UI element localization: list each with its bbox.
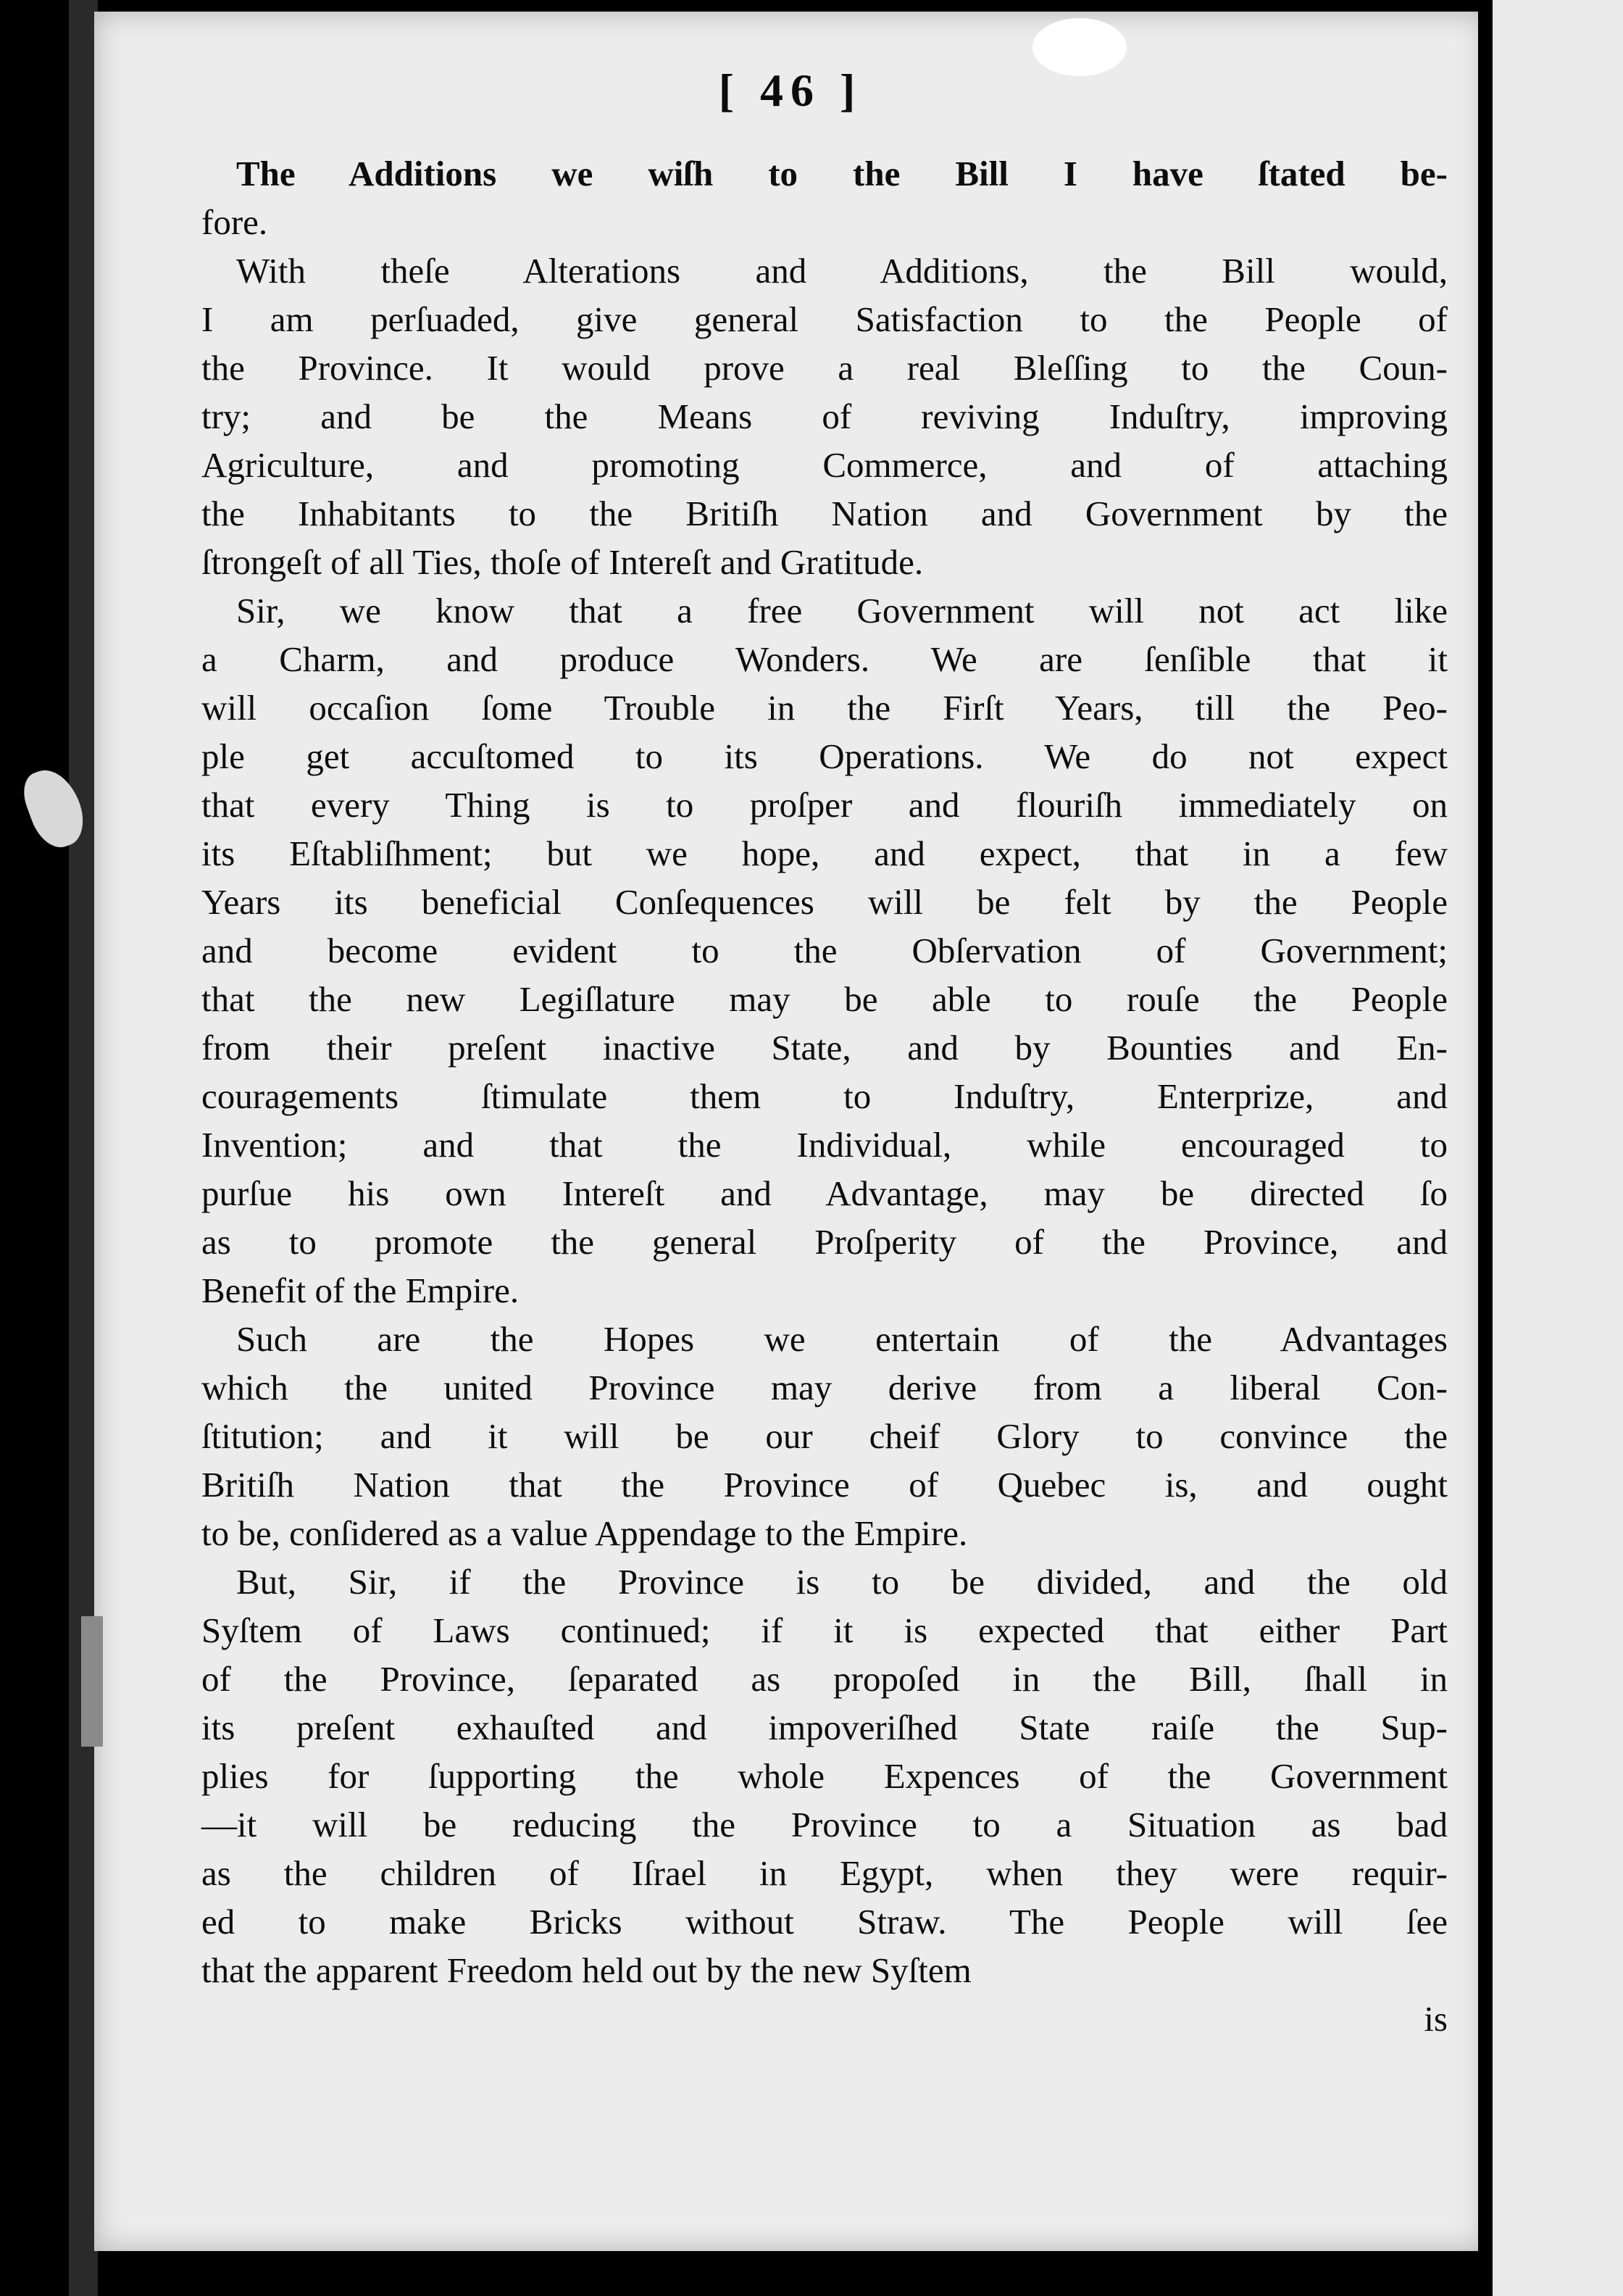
binding-tape bbox=[81, 1616, 103, 1747]
text-line: —it will be reducing the Province to a Situation as bad bbox=[201, 1805, 1448, 1844]
text-line: Invention; and that the Individual, while encouraged to bbox=[201, 1125, 1448, 1165]
paragraph bbox=[201, 586, 1448, 1315]
body-text bbox=[201, 149, 1448, 2043]
text-line: will occaſion ſome Trouble in the Firſt Years, till the Peo- bbox=[201, 688, 1448, 728]
text-line: ſtrongeſt of all Ties, thoſe of Intereſt and Gratitude. bbox=[201, 542, 924, 582]
paragraph bbox=[201, 149, 1448, 246]
paragraph bbox=[201, 246, 1448, 586]
text-line: its preſent exhauſted and impoveriſhed State raiſe the Sup- bbox=[201, 1708, 1448, 1747]
text-line: the Province. It would prove a real Bleſſing to the Coun- bbox=[201, 348, 1448, 388]
text-line: But, Sir, if the Province is to be divided, and the old bbox=[236, 1562, 1448, 1602]
paper-blot bbox=[1032, 18, 1127, 76]
text-line: its Eſtabliſhment; but we hope, and expect, that in a few bbox=[201, 833, 1448, 873]
text-line: ſtitution; and it will be our cheif Glory to convince the bbox=[201, 1416, 1448, 1456]
text-line: With theſe Alterations and Additions, the Bill would, bbox=[236, 251, 1448, 291]
text-line: Years its beneficial Conſequences will be felt by the People bbox=[201, 882, 1448, 922]
catchword: is bbox=[1424, 1999, 1448, 2039]
text-line: as to promote the general Proſperity of the Province, and bbox=[201, 1222, 1448, 1262]
text-line: as the children of Iſrael in Egypt, when they were requir- bbox=[201, 1853, 1448, 1893]
text-line: the Inhabitants to the Britiſh Nation and Government by the bbox=[201, 494, 1448, 533]
text-line: which the united Province may derive from a liberal Con- bbox=[201, 1368, 1448, 1407]
text-line: to be, conſidered as a value Appendage to the Empire. bbox=[201, 1513, 968, 1553]
text-line: The Additions we wiſh to the Bill I have ſtated be- bbox=[236, 154, 1448, 194]
text-line: and become evident to the Obſervation of Government; bbox=[201, 931, 1448, 970]
text-line: that every Thing is to proſper and flouriſh immediately on bbox=[201, 785, 1448, 825]
text-line: Benefit of the Empire. bbox=[201, 1270, 520, 1310]
paragraph bbox=[201, 1315, 1448, 1557]
text-line: couragements ſtimulate them to Induſtry, Enterprize, and bbox=[201, 1076, 1448, 1116]
book-page bbox=[94, 12, 1487, 2251]
text-line: Agriculture, and promoting Commerce, and of attaching bbox=[201, 445, 1448, 485]
text-line: try; and be the Means of reviving Induſtry, improving bbox=[201, 396, 1448, 436]
text-line: Britiſh Nation that the Province of Quebec is, and ought bbox=[201, 1465, 1448, 1505]
text-line: of the Province, ſeparated as propoſed in the Bill, ſhall in bbox=[201, 1659, 1448, 1699]
text-line: that the apparent Freedom held out by the new Syſtem bbox=[201, 1950, 972, 1990]
facing-page-edge bbox=[1493, 0, 1623, 2296]
text-line: Syſtem of Laws continued; if it is expected that either Part bbox=[201, 1610, 1448, 1650]
text-line: that the new Legiſlature may be able to rouſe the People bbox=[201, 979, 1448, 1019]
text-line: ed to make Bricks without Straw. The People will ſee bbox=[201, 1902, 1448, 1942]
text-line: from their preſent inactive State, and by Bounties and En- bbox=[201, 1028, 1448, 1068]
page-number-header: [ 46 ] bbox=[718, 65, 863, 116]
binding-shadow bbox=[69, 0, 98, 2296]
text-line: Such are the Hopes we entertain of the Advantages bbox=[236, 1319, 1448, 1359]
text-line: plies for ſupporting the whole Expences of the Government bbox=[201, 1756, 1448, 1796]
text-line: Sir, we know that a free Government will not act like bbox=[236, 591, 1448, 631]
text-line: ple get accuſtomed to its Operations. We do not expect bbox=[201, 736, 1448, 776]
text-line: I am perſuaded, give general Satisfaction to the People of bbox=[201, 299, 1448, 339]
text-line: a Charm, and produce Wonders. We are ſenſible that it bbox=[201, 639, 1448, 679]
text-line: purſue his own Intereſt and Advantage, may be directed ſo bbox=[201, 1173, 1448, 1213]
text-line: fore. bbox=[201, 202, 268, 242]
paragraph bbox=[201, 1557, 1448, 1995]
